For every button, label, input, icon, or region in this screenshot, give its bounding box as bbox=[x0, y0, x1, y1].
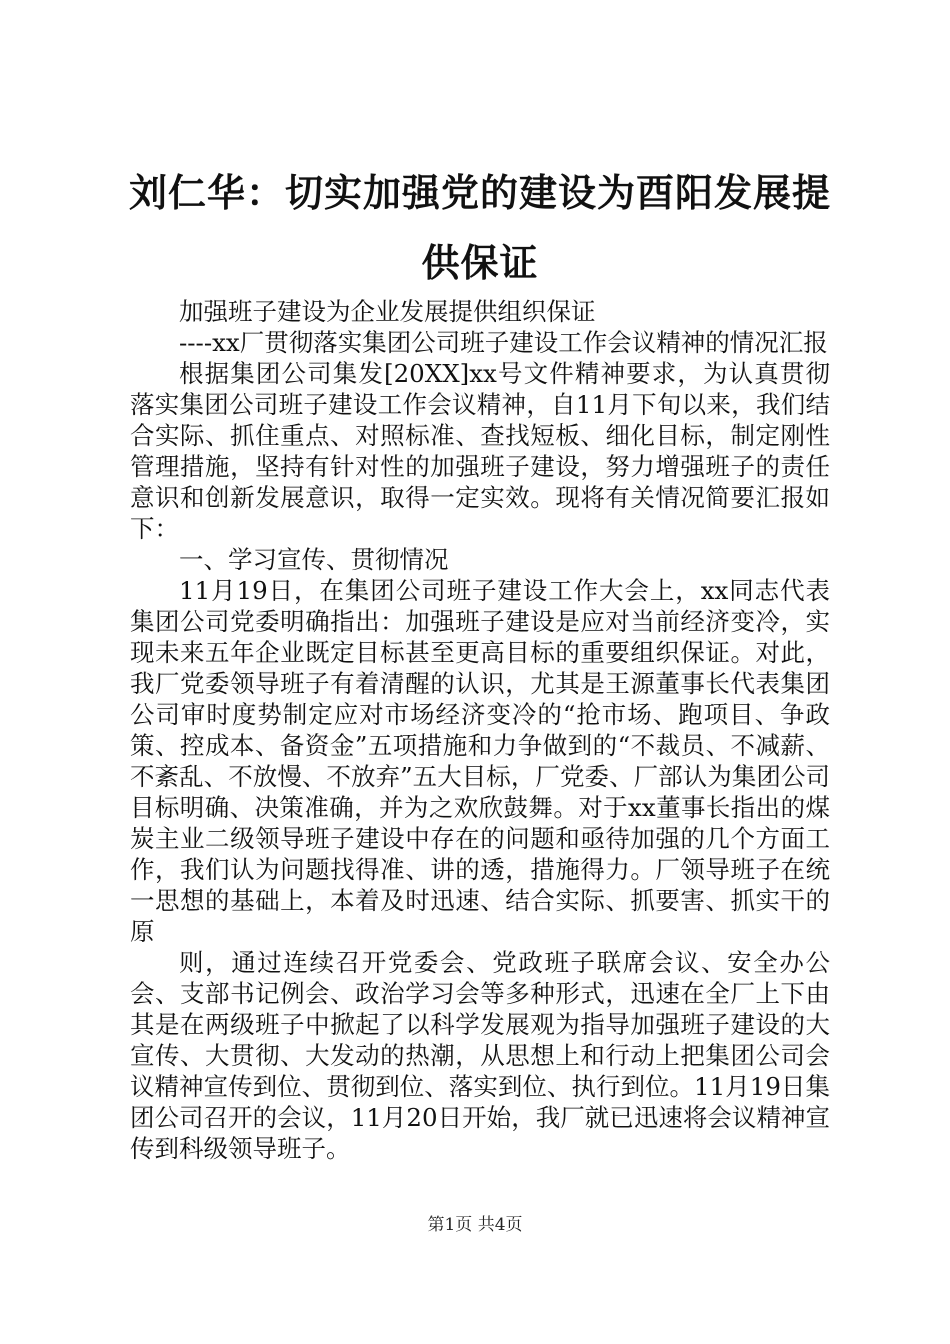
section-heading: 一、学习宣传、贯彻情况 bbox=[179, 545, 449, 574]
paragraph-body: 则，通过连续召开党委会、党政班子联席会议、安全办公会、支部书记例会、政治学习会等多种形式，迅速在全厂上下由其是在两级班子中掀起了以科学发展观为指导加强班子建设的大宣传、大贯彻、大发动的热潮，从思想上和行动上把集团公司会议精神宣传到位、贯彻到位、落实到位、执行到位。11月19日集团公司召开的会议，11月20日开始，我厂就已迅速将会议精神宣传到科级领导班子。 bbox=[130, 948, 830, 1163]
page-number: 第1页 共4页 bbox=[427, 1215, 523, 1235]
document-title: 刘仁华：切实加强党的建设为酉阳发展提供保证 bbox=[128, 171, 831, 285]
paragraph-body: 11月19日，在集团公司班子建设工作大会上，xx同志代表集团公司党委明确指出：加强班子建设是应对当前经济变冷，实现未来五年企业既定目标甚至更高目标的重要组织保证。对此，我厂党委领导班子有着清醒的认识，尤其是王源董事长代表集团公司审时度势制定应对市场经济变冷的“抢市场、跑项目、争政策、控成本、备资金”五项措施和力争做到的“不裁员、不减薪、不紊乱、不放慢、不放弃”五大目标，厂党委、厂部认为集团公司目标明确、决策准确，并为之欢欣鼓舞。对于xx董事长指出的煤炭主业二级领导班子建设中存在的问题和亟待加强的几个方面工作，我们认为问题找得准、讲的透，措施得力。厂领导班子在统一思想的基础上，本着及时迅速、结合实际、抓要害、抓实干的原 bbox=[130, 576, 830, 946]
paragraph-report-heading: ----xx厂贯彻落实集团公司班子建设工作会议精神的情况汇报 bbox=[179, 328, 828, 357]
document-body bbox=[130, 296, 830, 1164]
paragraph-subtitle: 加强班子建设为企业发展提供组织保证 bbox=[179, 297, 596, 326]
paragraph-intro: 根据集团公司集发[20XX]xx号文件精神要求，为认真贯彻落实集团公司班子建设工作会议精神，自11月下旬以来，我们结合实际、抓住重点、对照标准、查找短板、细化目标，制定刚性管理措施，坚持有针对性的加强班子建设，努力增强班子的责任意识和创新发展意识，取得一定实效。现将有关情况简要汇报如下： bbox=[130, 359, 830, 543]
